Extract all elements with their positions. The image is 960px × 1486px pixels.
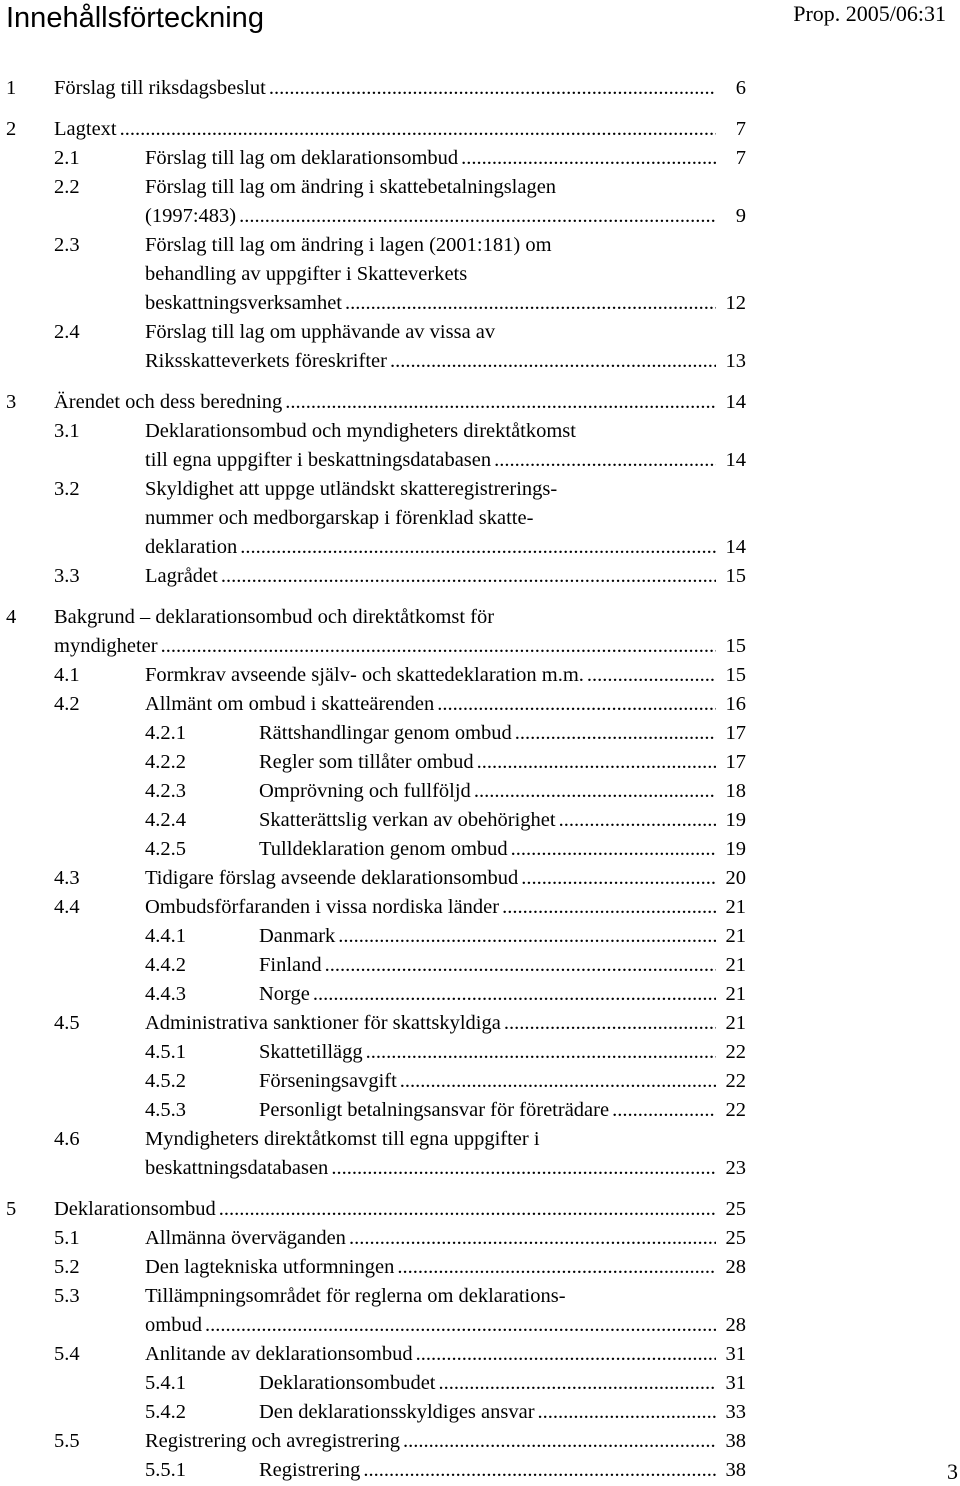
toc-entry-title: Allmänna överväganden bbox=[145, 1227, 346, 1249]
dot-leader bbox=[331, 1154, 716, 1183]
toc-entry-page: 21 bbox=[725, 954, 746, 976]
toc-entry-page: 25 bbox=[725, 1227, 746, 1249]
toc-entry-title: Registrering bbox=[259, 1459, 361, 1481]
toc-entry-page: 15 bbox=[725, 635, 746, 657]
dot-leader bbox=[366, 1038, 716, 1067]
toc-entry-number: 2.2 bbox=[54, 176, 80, 198]
toc-entry-title: Deklarationsombud bbox=[54, 1198, 216, 1220]
toc-entry-number: 5.2 bbox=[54, 1256, 80, 1278]
toc-entry-title: Skatterättslig verkan av obehörighet bbox=[259, 809, 556, 831]
toc-entry-page: 23 bbox=[725, 1157, 746, 1179]
toc-entry-page: 19 bbox=[725, 809, 746, 831]
dot-leader bbox=[390, 347, 716, 376]
toc-entry-title: Skattetillägg bbox=[259, 1041, 363, 1063]
toc-entry-page: 7 bbox=[735, 118, 746, 140]
toc-entry bbox=[6, 1125, 746, 1183]
toc-entry bbox=[6, 173, 746, 231]
toc-entry-page: 14 bbox=[725, 536, 746, 558]
toc-entry bbox=[6, 1096, 746, 1125]
toc-entry-number: 4.1 bbox=[54, 664, 80, 686]
toc-entry-page: 22 bbox=[725, 1070, 746, 1092]
dot-leader bbox=[502, 893, 716, 922]
toc-entry-number: 4.4.1 bbox=[145, 925, 186, 947]
dot-leader bbox=[416, 1340, 716, 1369]
toc-entry-page: 31 bbox=[725, 1343, 746, 1365]
toc-entry-title: Administrativa sanktioner för skattskyldiga bbox=[145, 1012, 501, 1034]
dot-leader bbox=[400, 1067, 716, 1096]
toc-entry-title: Tulldeklaration genom ombud bbox=[259, 838, 508, 860]
toc-entry bbox=[6, 1427, 746, 1456]
toc-entry-title: myndigheter bbox=[54, 635, 158, 657]
dot-leader bbox=[345, 289, 716, 318]
toc-entry-page: 7 bbox=[735, 147, 746, 169]
toc-entry-number: 4.6 bbox=[54, 1128, 80, 1150]
toc-entry bbox=[6, 1224, 746, 1253]
toc-entry-title: Riksskatteverkets föreskrifter bbox=[145, 350, 387, 372]
toc-entry bbox=[6, 1253, 746, 1282]
toc-entry-title: Ombudsförfaranden i vissa nordiska länder bbox=[145, 896, 500, 918]
toc-entry-title: Rättshandlingar genom ombud bbox=[259, 722, 512, 744]
toc-entry-page: 21 bbox=[725, 896, 746, 918]
toc-entry-number: 4 bbox=[6, 606, 17, 628]
toc-entry-number: 2 bbox=[6, 118, 17, 140]
toc-entry-title: Registrering och avregistrering bbox=[145, 1430, 401, 1452]
toc-entry-page: 33 bbox=[725, 1401, 746, 1423]
toc-entry-number: 4.2.2 bbox=[145, 751, 186, 773]
dot-leader bbox=[120, 115, 716, 144]
toc-entry-title: Myndigheters direktåtkomst till egna uppgifter i bbox=[145, 1128, 540, 1150]
toc-entry-page: 25 bbox=[725, 1198, 746, 1220]
dot-leader bbox=[313, 980, 716, 1009]
toc-entry-title: Deklarationsombud och myndigheters direktåtkomst bbox=[145, 420, 576, 442]
toc-entry-number: 4.5 bbox=[54, 1012, 80, 1034]
toc-entry-title: Deklarationsombudet bbox=[259, 1372, 436, 1394]
toc-entry-number: 4.3 bbox=[54, 867, 80, 889]
dot-leader bbox=[511, 835, 716, 864]
toc-entry-number: 4.2.1 bbox=[145, 722, 186, 744]
toc-entry-number: 5.5 bbox=[54, 1430, 80, 1452]
toc-entry-number: 5.4.1 bbox=[145, 1372, 186, 1394]
dot-leader bbox=[219, 1195, 716, 1224]
toc-entry-page: 31 bbox=[725, 1372, 746, 1394]
dot-leader bbox=[363, 1456, 716, 1485]
toc-entry-title: (1997:483) bbox=[145, 205, 237, 227]
toc-entry-page: 14 bbox=[725, 391, 746, 413]
toc-entry-page: 21 bbox=[725, 925, 746, 947]
toc-entry-page: 13 bbox=[725, 350, 746, 372]
toc-entry bbox=[6, 115, 746, 144]
toc-entry-number: 4.5.1 bbox=[145, 1041, 186, 1063]
toc-entry-page: 38 bbox=[725, 1459, 746, 1481]
dot-leader bbox=[325, 951, 716, 980]
toc-entry-page: 21 bbox=[725, 1012, 746, 1034]
toc-entry-title: Skyldighet att uppge utländskt skatteregistrerings- bbox=[145, 478, 558, 500]
toc-entry-title: Allmänt om ombud i skatteärenden bbox=[145, 693, 435, 715]
toc-entry-title: Förslag till lag om ändring i lagen (2001:181) om bbox=[145, 234, 552, 256]
dot-leader bbox=[494, 446, 716, 475]
toc-entry-title: Förslag till lag om deklarationsombud bbox=[145, 147, 459, 169]
toc-entry-title: Ärendet och dess beredning bbox=[54, 391, 283, 413]
dot-leader bbox=[538, 1398, 716, 1427]
toc-entry bbox=[6, 1195, 746, 1224]
toc-entry-page: 21 bbox=[725, 983, 746, 1005]
page-number: 3 bbox=[947, 1459, 958, 1484]
toc-entry-title: Förslag till lag om ändring i skattebetalningslagen bbox=[145, 176, 557, 198]
toc-entry-page: 16 bbox=[725, 693, 746, 715]
dot-leader bbox=[161, 632, 716, 661]
dot-leader bbox=[437, 690, 716, 719]
toc-entry-page: 6 bbox=[735, 77, 746, 99]
toc-entry-page: 15 bbox=[725, 565, 746, 587]
dot-leader bbox=[285, 388, 716, 417]
dot-leader bbox=[239, 202, 716, 231]
toc-entry-title: Tidigare förslag avseende deklarationsombud bbox=[145, 867, 519, 889]
toc-entry-number: 5.3 bbox=[54, 1285, 80, 1307]
dot-leader bbox=[240, 533, 716, 562]
table-of-contents bbox=[6, 74, 746, 1485]
dot-leader bbox=[477, 748, 716, 777]
toc-entry bbox=[6, 1456, 746, 1485]
toc-entry-title: Bakgrund – deklarationsombud och direktåtkomst för bbox=[54, 606, 495, 628]
toc-entry-number: 3.1 bbox=[54, 420, 80, 442]
toc-entry-title: nummer och medborgarskap i förenklad skatte- bbox=[145, 507, 534, 529]
toc-entry bbox=[6, 1340, 746, 1369]
dot-leader bbox=[221, 562, 716, 591]
dot-leader bbox=[349, 1224, 716, 1253]
toc-entry-title: deklaration bbox=[145, 536, 238, 558]
toc-entry-number: 4.5.3 bbox=[145, 1099, 186, 1121]
toc-entry-title: Anlitande av deklarationsombud bbox=[145, 1343, 413, 1365]
toc-entry-number: 2.4 bbox=[54, 321, 80, 343]
toc-entry bbox=[6, 1398, 746, 1427]
dot-leader bbox=[338, 922, 716, 951]
toc-entry-page: 17 bbox=[725, 722, 746, 744]
toc-entry-page: 28 bbox=[725, 1314, 746, 1336]
dot-leader bbox=[504, 1009, 716, 1038]
toc-entry-title: Förseningsavgift bbox=[259, 1070, 397, 1092]
dot-leader bbox=[397, 1253, 716, 1282]
toc-entry bbox=[6, 475, 746, 562]
toc-entry-number: 5 bbox=[6, 1198, 17, 1220]
dot-leader bbox=[474, 777, 716, 806]
toc-entry-title: Finland bbox=[259, 954, 322, 976]
dot-leader bbox=[403, 1427, 716, 1456]
toc-entry bbox=[6, 951, 746, 980]
toc-entry bbox=[6, 748, 746, 777]
toc-entry-number: 2.1 bbox=[54, 147, 80, 169]
toc-entry bbox=[6, 74, 746, 103]
document-reference: Prop. 2005/06:31 bbox=[793, 1, 946, 26]
toc-entry bbox=[6, 1038, 746, 1067]
toc-entry-page: 14 bbox=[725, 449, 746, 471]
toc-entry-page: 18 bbox=[725, 780, 746, 802]
dot-leader bbox=[559, 806, 716, 835]
toc-entry-title: beskattningsdatabasen bbox=[145, 1157, 329, 1179]
dot-leader bbox=[269, 74, 716, 103]
dot-leader bbox=[205, 1311, 716, 1340]
toc-entry-number: 5.1 bbox=[54, 1227, 80, 1249]
toc-entry-number: 4.2.4 bbox=[145, 809, 186, 831]
toc-entry-number: 5.5.1 bbox=[145, 1459, 186, 1481]
document-title: Innehållsförteckning bbox=[6, 2, 264, 34]
toc-entry-number: 5.4 bbox=[54, 1343, 80, 1365]
toc-entry-page: 9 bbox=[735, 205, 746, 227]
toc-entry bbox=[6, 388, 746, 417]
toc-entry bbox=[6, 144, 746, 173]
toc-entry-page: 17 bbox=[725, 751, 746, 773]
toc-entry-title: Regler som tillåter ombud bbox=[259, 751, 474, 773]
toc-entry-title: Tillämpningsområdet för reglerna om deklarations- bbox=[145, 1285, 566, 1307]
toc-entry bbox=[6, 661, 746, 690]
toc-entry-number: 4.2.5 bbox=[145, 838, 186, 860]
toc-entry-title: behandling av uppgifter i Skatteverkets bbox=[145, 263, 468, 285]
toc-entry-number: 4.4.2 bbox=[145, 954, 186, 976]
toc-entry bbox=[6, 719, 746, 748]
toc-entry-title: Förslag till lag om upphävande av vissa av bbox=[145, 321, 496, 343]
toc-entry-number: 4.4 bbox=[54, 896, 80, 918]
toc-entry-title: till egna uppgifter i beskattningsdatabasen bbox=[145, 449, 492, 471]
toc-entry bbox=[6, 980, 746, 1009]
dot-leader bbox=[515, 719, 716, 748]
toc-entry-number: 3.3 bbox=[54, 565, 80, 587]
toc-entry-number: 3.2 bbox=[54, 478, 80, 500]
toc-entry-page: 22 bbox=[725, 1099, 746, 1121]
toc-entry-page: 22 bbox=[725, 1041, 746, 1063]
toc-entry-number: 4.4.3 bbox=[145, 983, 186, 1005]
toc-entry-title: Personligt betalningsansvar för företrädare bbox=[259, 1099, 610, 1121]
toc-entry-page: 12 bbox=[725, 292, 746, 314]
toc-entry-title: Den deklarationsskyldiges ansvar bbox=[259, 1401, 535, 1423]
dot-leader bbox=[612, 1096, 716, 1125]
toc-entry bbox=[6, 777, 746, 806]
toc-entry bbox=[6, 603, 746, 661]
toc-entry-number: 2.3 bbox=[54, 234, 80, 256]
toc-entry bbox=[6, 1369, 746, 1398]
toc-entry-title: Norge bbox=[259, 983, 310, 1005]
toc-entry-title: Formkrav avseende själv- och skattedeklaration m.m. bbox=[145, 664, 584, 686]
toc-entry bbox=[6, 1009, 746, 1038]
toc-entry-page: 28 bbox=[725, 1256, 746, 1278]
toc-entry-title: Danmark bbox=[259, 925, 336, 947]
toc-entry bbox=[6, 231, 746, 318]
toc-entry bbox=[6, 562, 746, 591]
toc-entry-title: Förslag till riksdagsbeslut bbox=[54, 77, 266, 99]
toc-entry-page: 19 bbox=[725, 838, 746, 860]
toc-entry-title: Omprövning och fullföljd bbox=[259, 780, 471, 802]
toc-entry bbox=[6, 318, 746, 376]
dot-leader bbox=[587, 661, 716, 690]
dot-leader bbox=[521, 864, 716, 893]
toc-entry-title: ombud bbox=[145, 1314, 202, 1336]
toc-entry bbox=[6, 690, 746, 719]
toc-entry-number: 3 bbox=[6, 391, 17, 413]
toc-entry-page: 38 bbox=[725, 1430, 746, 1452]
toc-entry-number: 4.2.3 bbox=[145, 780, 186, 802]
toc-entry-number: 1 bbox=[6, 77, 17, 99]
toc-entry bbox=[6, 864, 746, 893]
toc-entry-title: Lagtext bbox=[54, 118, 117, 140]
toc-entry-number: 4.5.2 bbox=[145, 1070, 186, 1092]
toc-entry bbox=[6, 417, 746, 475]
dot-leader bbox=[461, 144, 716, 173]
toc-entry bbox=[6, 806, 746, 835]
toc-entry bbox=[6, 922, 746, 951]
toc-entry-page: 20 bbox=[725, 867, 746, 889]
toc-entry bbox=[6, 1067, 746, 1096]
dot-leader bbox=[438, 1369, 716, 1398]
toc-entry bbox=[6, 1282, 746, 1340]
toc-entry-number: 5.4.2 bbox=[145, 1401, 186, 1423]
toc-entry bbox=[6, 835, 746, 864]
toc-entry-title: Lagrådet bbox=[145, 565, 218, 587]
toc-entry-page: 15 bbox=[725, 664, 746, 686]
toc-entry-number: 4.2 bbox=[54, 693, 80, 715]
toc-entry bbox=[6, 893, 746, 922]
toc-entry-title: beskattningsverksamhet bbox=[145, 292, 342, 314]
toc-entry-title: Den lagtekniska utformningen bbox=[145, 1256, 395, 1278]
